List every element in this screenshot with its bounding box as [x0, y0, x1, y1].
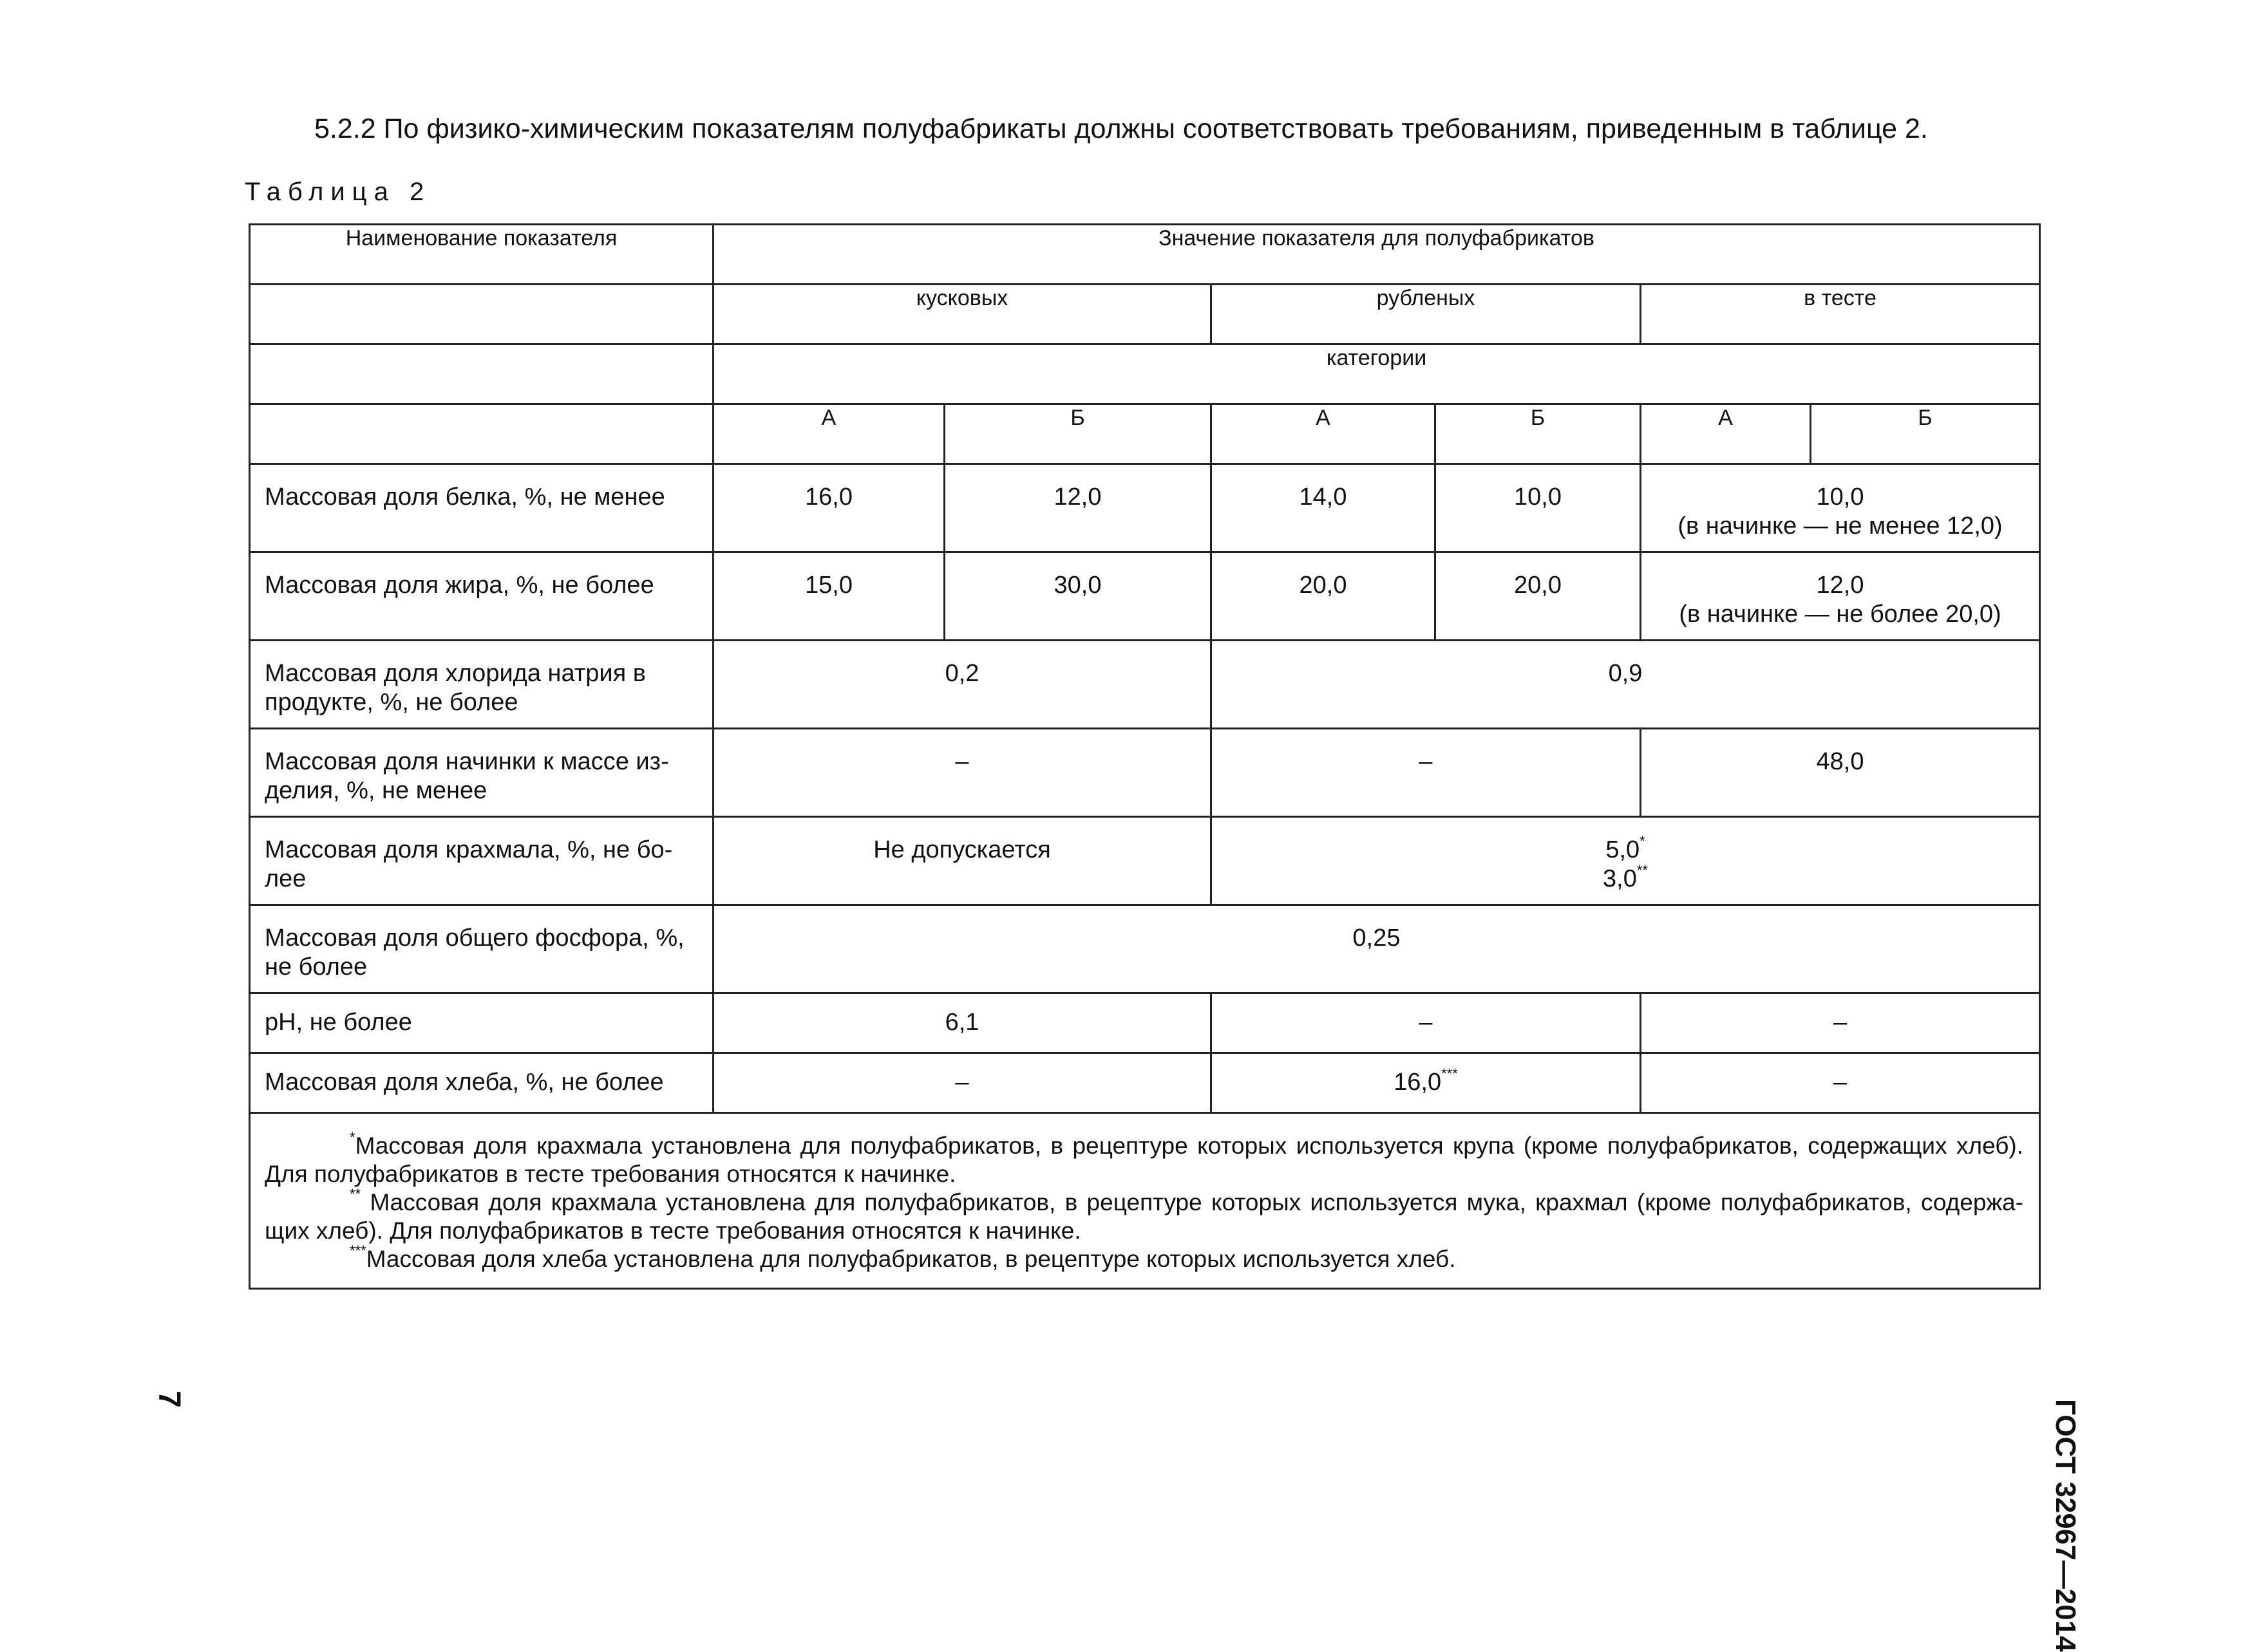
value-cell: 30,0	[945, 552, 1211, 641]
table-notes	[250, 1113, 2040, 1289]
value-cell	[1641, 552, 2040, 641]
footnote-mark: **	[1636, 862, 1648, 878]
footnote-text: Массовая доля крахмала установлена для полуфабрикатов, в рецептуре которых используется мука, крахмал (кроме полуфабрикатов, содержа-щих хлеб). Для полуфабрикатов в тесте требования относятся к начинке.	[265, 1189, 2024, 1244]
header-groups-row	[250, 285, 2040, 344]
value-cell: –	[1211, 729, 1641, 817]
table-row	[250, 817, 2040, 905]
table-row	[250, 729, 2040, 817]
header-empty-cell	[250, 344, 714, 404]
header-categories-row	[250, 344, 2040, 404]
value-cell	[1211, 1053, 1641, 1113]
footnote-mark: *	[1640, 833, 1645, 849]
row-label: Массовая доля хлорида натрия в продукте, %, не более	[250, 641, 714, 729]
value-main: 5,0	[1605, 836, 1640, 863]
footnote-text: Массовая доля крахмала установлена для полуфабрикатов, в рецептуре которых используется крупа (кроме полуфабрикатов, содержащих хлеб). Для полуфабрикатов в тесте требования относятся к начинке.	[265, 1132, 2024, 1187]
value-cell: 20,0	[1435, 552, 1641, 641]
value-cell: 48,0	[1641, 729, 2040, 817]
value-cell: 10,0	[1435, 464, 1641, 552]
header-name-col: Наименование показателя	[250, 225, 714, 285]
header-row	[250, 225, 2040, 285]
footnote	[265, 1245, 2023, 1273]
value-cell: 16,0	[714, 464, 945, 552]
table-row	[250, 1053, 2040, 1113]
value-note: (в начинке — не более 20,0)	[1679, 601, 2001, 628]
table-caption: Таблица 2	[245, 178, 431, 206]
footnote-mark: *	[350, 1129, 355, 1145]
value-main: 10,0	[1816, 483, 1864, 511]
category-cell: А	[1641, 404, 1811, 464]
value-main: 16,0	[1394, 1069, 1442, 1096]
value-cell: 20,0	[1211, 552, 1435, 641]
category-cell: А	[1211, 404, 1435, 464]
notes-row	[250, 1113, 2040, 1289]
value-cell: 0,2	[714, 641, 1211, 729]
row-label: pH, не более	[250, 993, 714, 1053]
document-code: ГОСТ 32967—2014	[2050, 1399, 2081, 1652]
value-cell: –	[714, 1053, 1211, 1113]
header-empty-cell	[250, 404, 714, 464]
value-main: 3,0	[1603, 865, 1637, 892]
value-cell: 12,0	[945, 464, 1211, 552]
value-cell: Не допускается	[714, 817, 1211, 905]
value-main: 12,0	[1816, 572, 1864, 599]
category-cell: Б	[1811, 404, 2040, 464]
category-cell: Б	[1435, 404, 1641, 464]
value-cell: 6,1	[714, 993, 1211, 1053]
value-cell: –	[714, 729, 1211, 817]
group-v-teste: в тесте	[1641, 285, 2040, 344]
value-cell: –	[1641, 993, 2040, 1053]
value-cell: 15,0	[714, 552, 945, 641]
row-label: Массовая доля начинки к массе из-делия, %, не менее	[250, 729, 714, 817]
footnote-mark: **	[350, 1186, 361, 1202]
categories-label: категории	[714, 344, 2040, 404]
row-label: Массовая доля хлеба, %, не более	[250, 1053, 714, 1113]
row-label: Массовая доля жира, %, не более	[250, 552, 714, 641]
footnote	[265, 1188, 2023, 1245]
table-row	[250, 552, 2040, 641]
value-cell: 0,9	[1211, 641, 2040, 729]
value-cell: 0,25	[714, 905, 2040, 993]
value-note: (в начинке — не менее 12,0)	[1678, 512, 2003, 540]
header-value-col: Значение показателя для полуфабрикатов	[714, 225, 2040, 285]
header-category-letters-row	[250, 404, 2040, 464]
category-cell: А	[714, 404, 945, 464]
intro-paragraph: 5.2.2 По физико-химическим показателям полуфабрикаты должны соответствовать требованиям, приведенным в таблице 2.	[314, 113, 1928, 144]
value-cell: –	[1211, 993, 1641, 1053]
footnote-text: Массовая доля хлеба установлена для полуфабрикатов, в рецептуре которых используется хлеб.	[366, 1246, 1456, 1272]
footnote-mark: ***	[350, 1243, 366, 1259]
footnote-mark: ***	[1441, 1065, 1458, 1082]
group-kuskovyh: кусковых	[714, 285, 1211, 344]
requirements-table	[249, 223, 2041, 1290]
category-cell: Б	[945, 404, 1211, 464]
value-cell	[1211, 817, 2040, 905]
value-cell	[1641, 464, 2040, 552]
table-row	[250, 993, 2040, 1053]
group-rublenyh: рубленых	[1211, 285, 1641, 344]
table-row	[250, 641, 2040, 729]
value-cell: 14,0	[1211, 464, 1435, 552]
value-cell: –	[1641, 1053, 2040, 1113]
table-row	[250, 464, 2040, 552]
row-label: Массовая доля крахмала, %, не бо-лее	[250, 817, 714, 905]
row-label: Массовая доля белка, %, не менее	[250, 464, 714, 552]
footnote	[265, 1129, 2024, 1188]
header-empty-cell	[250, 285, 714, 344]
row-label: Массовая доля общего фосфора, %, не более	[250, 905, 714, 993]
page-number: 7	[152, 1391, 186, 1408]
table-row	[250, 905, 2040, 993]
